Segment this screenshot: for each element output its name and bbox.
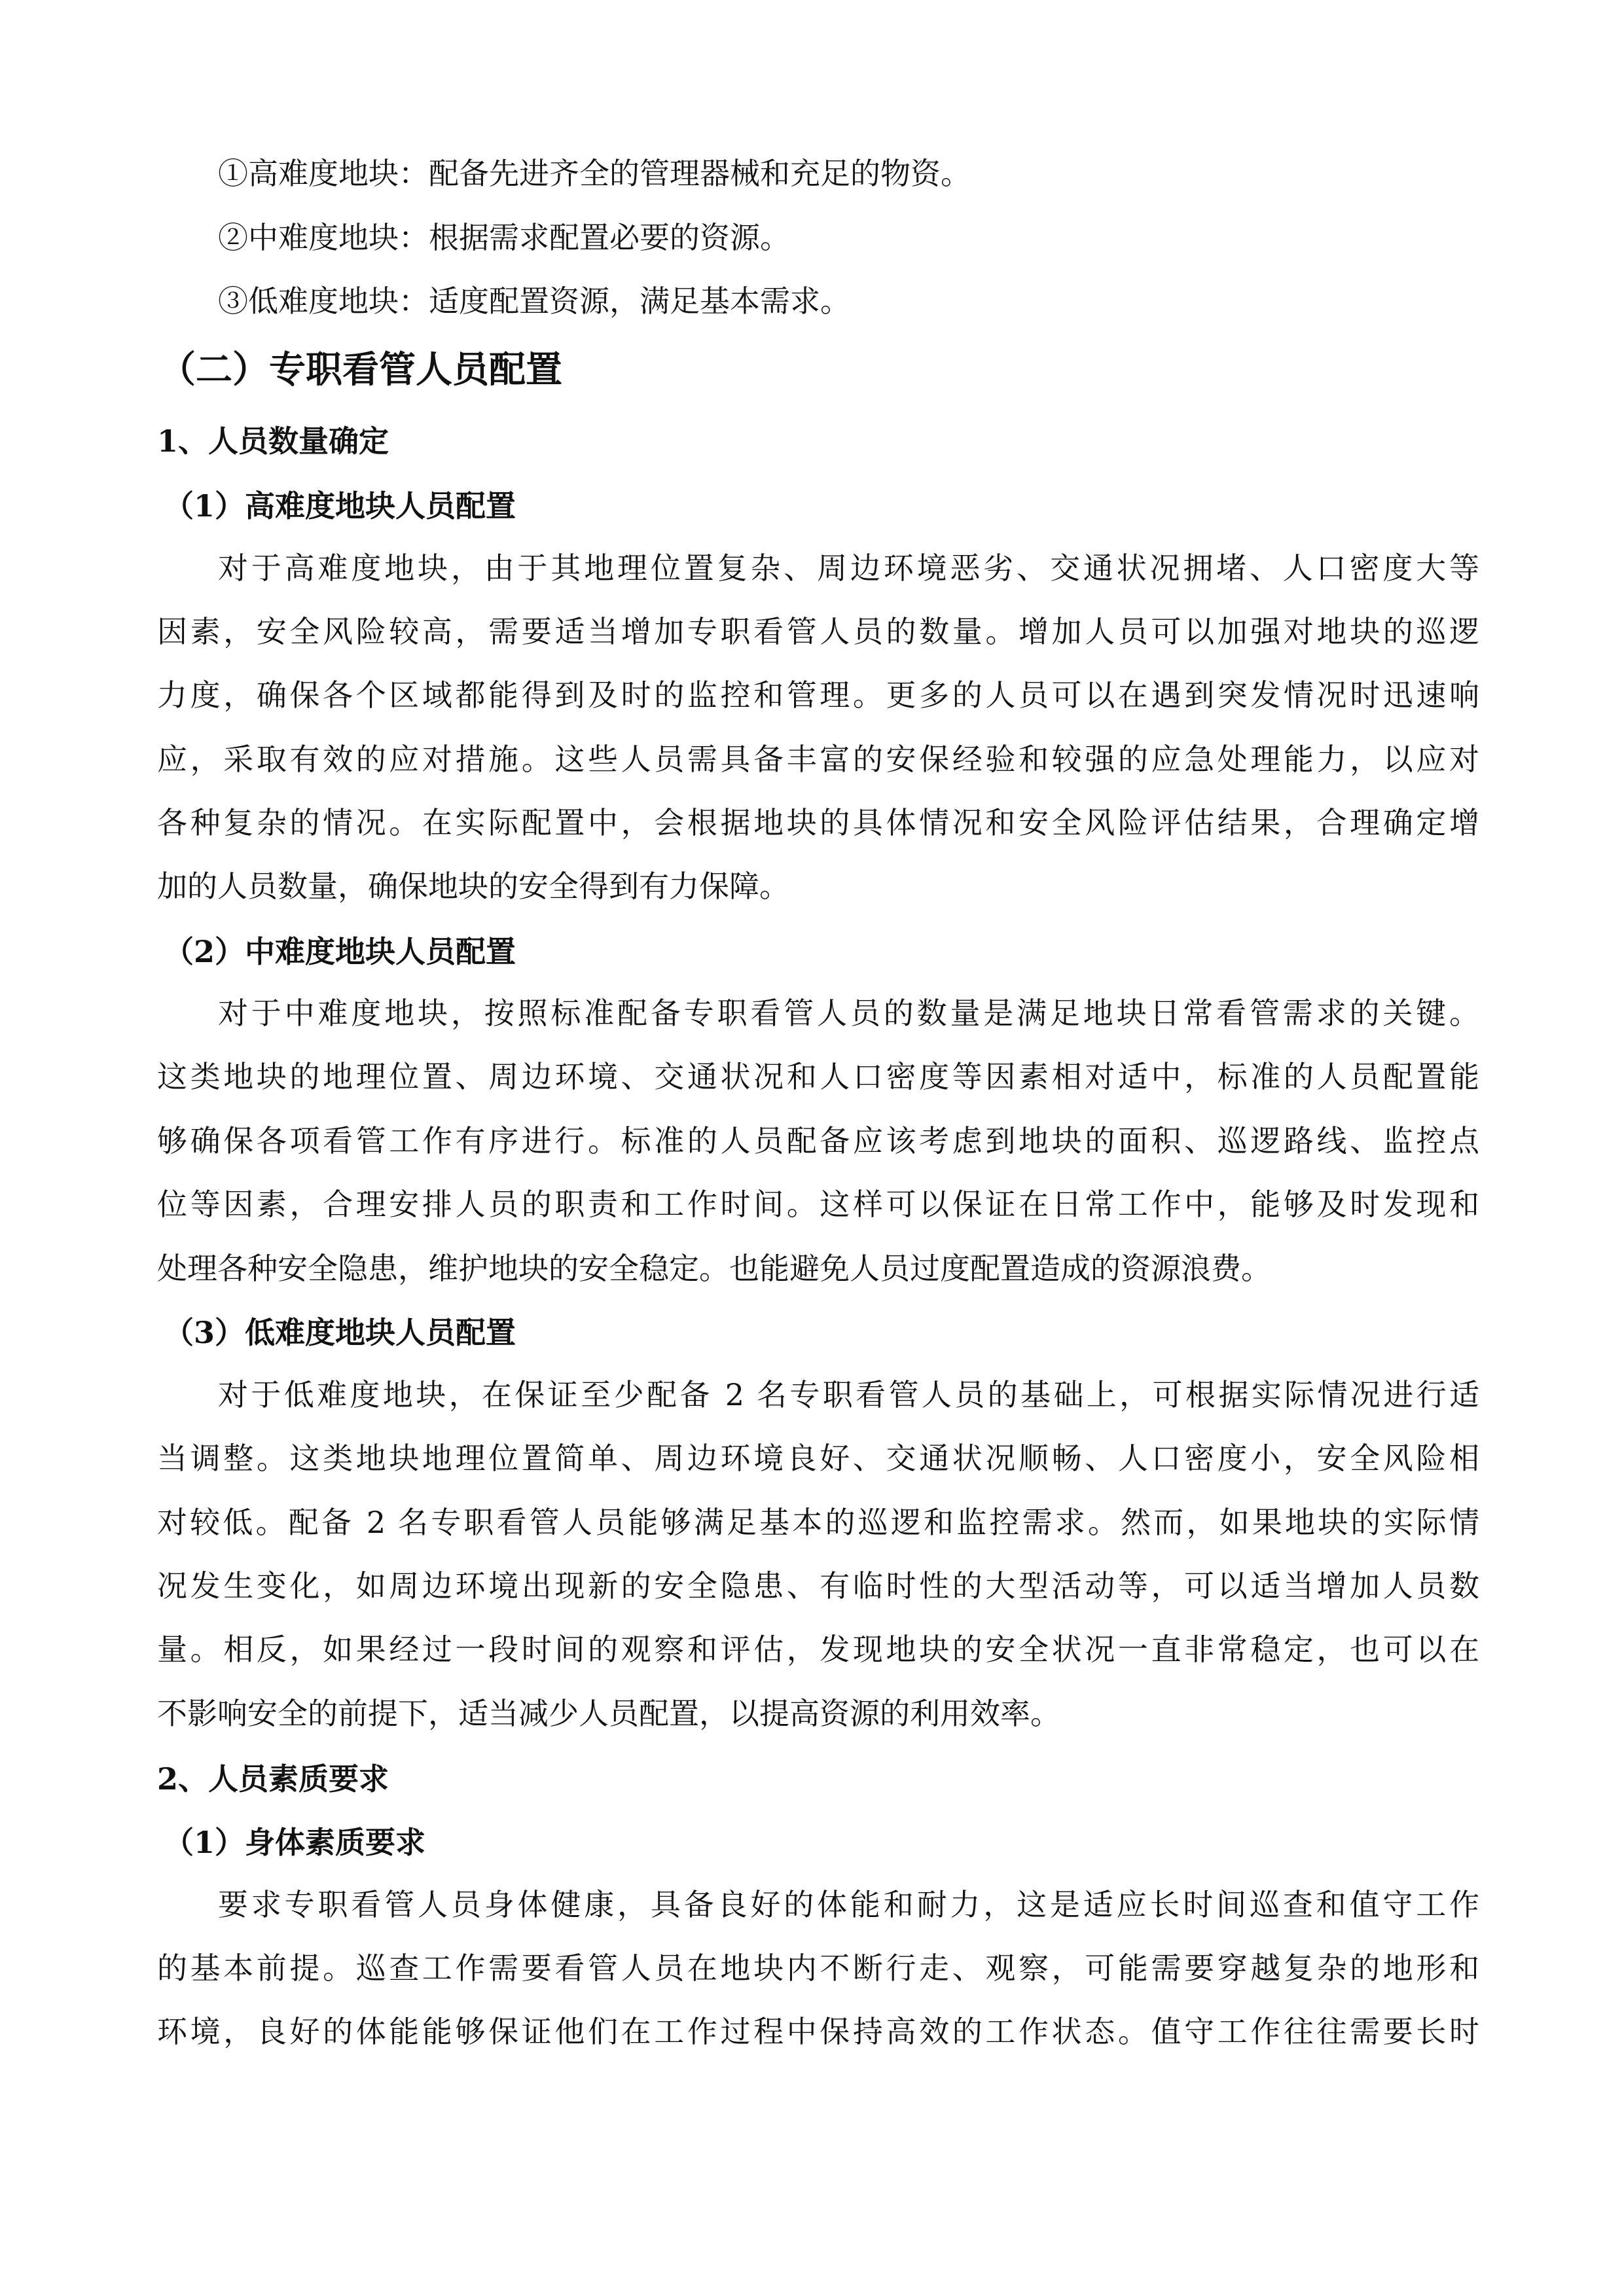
paragraph-line: 当调整。这类地块地理位置简单、周边环境良好、交通状况顺畅、人口密度小，安全风险相 [157,1441,1479,1476]
paragraph-line: 各种复杂的情况。在实际配置中，会根据地块的具体情况和安全风险评估结果，合理确定增 [157,805,1479,840]
paragraph-line: 位等因素，合理安排人员的职责和工作时间。这样可以保证在日常工作中，能够及时发现和 [157,1187,1479,1222]
paragraph-line: 处理各种安全隐患，维护地块的安全稳定。也能避免人员过度配置造成的资源浪费。 [157,1251,1271,1286]
paragraph-line: 量。相反，如果经过一段时间的观察和评估，发现地块的安全状况一直非常稳定，也可以在 [157,1632,1479,1667]
list-item: ①高难度地块：配备先进齐全的管理器械和充足的物资。 [218,156,971,191]
paragraph-line: 不影响安全的前提下，适当减少人员配置，以提高资源的利用效率。 [157,1696,1060,1731]
list-item: ③低难度地块：适度配置资源，满足基本需求。 [218,283,850,319]
paragraph-line: 这类地块的地理位置、周边环境、交通状况和人口密度等因素相对适中，标准的人员配置能 [157,1059,1479,1094]
subsubsection-heading: （1）身体素质要求 [164,1825,426,1860]
paragraph-low [157,1375,1479,1414]
paragraph-high [157,548,1479,588]
subsection-heading: 2、人员素质要求 [157,1761,389,1797]
paragraph-line: 对于高难度地块，由于其地理位置复杂、周边环境恶劣、交通状况拥堵、人口密度大等 [218,550,1479,586]
section-heading: （二）专职看管人员配置 [159,348,562,391]
paragraph-line: 因素，安全风险较高，需要适当增加专职看管人员的数量。增加人员可以加强对地块的巡逻 [157,614,1479,649]
paragraph-line: 对于低难度地块，在保证至少配备 2 名专职看管人员的基础上，可根据实际情况进行适 [218,1377,1479,1412]
subsubsection-heading: （3）低难度地块人员配置 [164,1315,516,1350]
paragraph-line: 对较低。配备 2 名专职看管人员能够满足基本的巡逻和监控需求。然而，如果地块的实际情 [157,1505,1479,1540]
paragraph-line: 的基本前提。巡查工作需要看管人员在地块内不断行走、观察，可能需要穿越复杂的地形和 [157,1950,1479,1986]
list-item: ②中难度地块：根据需求配置必要的资源。 [218,220,790,255]
paragraph-line: 够确保各项看管工作有序进行。标准的人员配备应该考虑到地块的面积、巡逻路线、监控点 [157,1123,1479,1158]
paragraph-line: 况发生变化，如周边环境出现新的安全隐患、有临时性的大型活动等，可以适当增加人员数 [157,1568,1479,1604]
paragraph-body [157,1885,1479,1924]
paragraph-line: 加的人员数量，确保地块的安全得到有力保障。 [157,869,789,904]
subsection-heading: 1、人员数量确定 [157,423,389,459]
subsubsection-heading: （1）高难度地块人员配置 [164,488,516,524]
paragraph-line: 对于中难度地块，按照标准配备专职看管人员的数量是满足地块日常看管需求的关键。 [218,996,1479,1031]
paragraph-line: 应，采取有效的应对措施。这些人员需具备丰富的安保经验和较强的应急处理能力，以应对 [157,742,1479,777]
paragraph-mid [157,994,1479,1033]
paragraph-line: 要求专职看管人员身体健康，具备良好的体能和耐力，这是适应长时间巡查和值守工作 [218,1887,1479,1922]
paragraph-line: 力度，确保各个区域都能得到及时的监控和管理。更多的人员可以在遇到突发情况时迅速响 [157,677,1479,713]
paragraph-line: 环境，良好的体能能够保证他们在工作过程中保持高效的工作状态。值守工作往往需要长时 [157,2014,1479,2049]
subsubsection-heading: （2）中难度地块人员配置 [164,934,516,969]
